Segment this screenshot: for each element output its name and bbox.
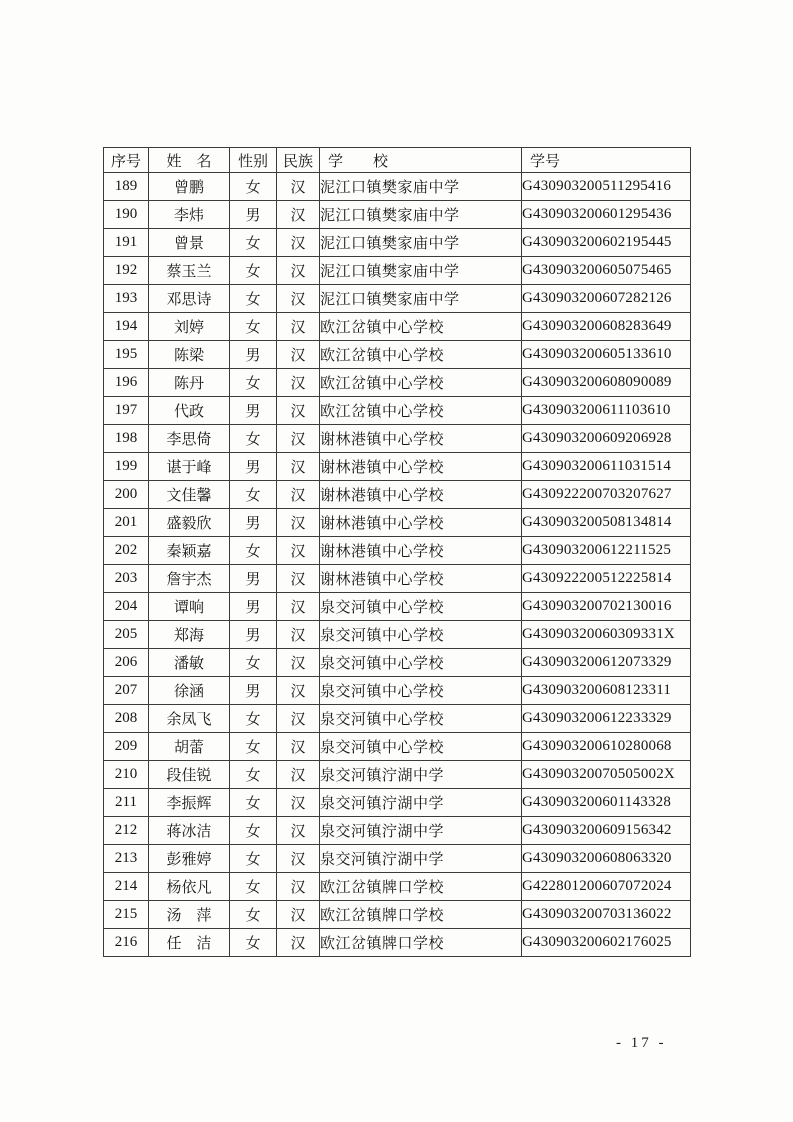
cell-school: 泉交河镇中心学校 bbox=[320, 649, 522, 677]
cell-name: 蒋冰洁 bbox=[149, 817, 230, 845]
cell-name: 曾鹏 bbox=[149, 173, 230, 201]
cell-index: 192 bbox=[104, 257, 149, 285]
cell-school: 欧江岔镇中心学校 bbox=[320, 341, 522, 369]
table-row bbox=[104, 257, 691, 285]
table-row bbox=[104, 761, 691, 789]
cell-school: 谢林港镇中心学校 bbox=[320, 537, 522, 565]
cell-gender: 女 bbox=[230, 845, 277, 873]
cell-index: 216 bbox=[104, 929, 149, 957]
cell-gender: 女 bbox=[230, 285, 277, 313]
cell-school: 泉交河镇中心学校 bbox=[320, 733, 522, 761]
table-row bbox=[104, 649, 691, 677]
table-row bbox=[104, 509, 691, 537]
cell-gender: 女 bbox=[230, 901, 277, 929]
cell-student_id: G430903200610280068 bbox=[522, 733, 691, 761]
table-row bbox=[104, 593, 691, 621]
cell-ethnicity: 汉 bbox=[277, 537, 320, 565]
cell-school: 欧江岔镇牌口学校 bbox=[320, 929, 522, 957]
table-row bbox=[104, 397, 691, 425]
cell-name: 潘敏 bbox=[149, 649, 230, 677]
table-header-row bbox=[104, 148, 691, 173]
cell-index: 208 bbox=[104, 705, 149, 733]
student-roster-table bbox=[103, 147, 691, 957]
cell-name: 谌于峰 bbox=[149, 453, 230, 481]
cell-student_id: G430903200609156342 bbox=[522, 817, 691, 845]
table-row bbox=[104, 537, 691, 565]
cell-name: 李振辉 bbox=[149, 789, 230, 817]
cell-gender: 男 bbox=[230, 453, 277, 481]
cell-student_id: G430903200607282126 bbox=[522, 285, 691, 313]
cell-name: 盛毅欣 bbox=[149, 509, 230, 537]
cell-index: 211 bbox=[104, 789, 149, 817]
cell-name: 陈梁 bbox=[149, 341, 230, 369]
table-row bbox=[104, 313, 691, 341]
cell-gender: 女 bbox=[230, 761, 277, 789]
cell-school: 泥江口镇樊家庙中学 bbox=[320, 229, 522, 257]
cell-ethnicity: 汉 bbox=[277, 649, 320, 677]
cell-ethnicity: 汉 bbox=[277, 341, 320, 369]
cell-school: 泥江口镇樊家庙中学 bbox=[320, 173, 522, 201]
cell-gender: 男 bbox=[230, 509, 277, 537]
cell-name: 蔡玉兰 bbox=[149, 257, 230, 285]
cell-index: 200 bbox=[104, 481, 149, 509]
cell-ethnicity: 汉 bbox=[277, 453, 320, 481]
cell-school: 欧江岔镇牌口学校 bbox=[320, 873, 522, 901]
cell-index: 201 bbox=[104, 509, 149, 537]
cell-gender: 女 bbox=[230, 481, 277, 509]
cell-student_id: G430922200703207627 bbox=[522, 481, 691, 509]
table-row bbox=[104, 173, 691, 201]
cell-gender: 女 bbox=[230, 313, 277, 341]
cell-gender: 女 bbox=[230, 229, 277, 257]
cell-ethnicity: 汉 bbox=[277, 845, 320, 873]
cell-school: 欧江岔镇中心学校 bbox=[320, 313, 522, 341]
table-row bbox=[104, 453, 691, 481]
cell-gender: 女 bbox=[230, 873, 277, 901]
cell-gender: 男 bbox=[230, 621, 277, 649]
cell-index: 190 bbox=[104, 201, 149, 229]
cell-gender: 男 bbox=[230, 565, 277, 593]
header-ethnicity: 民族 bbox=[277, 148, 320, 173]
cell-student_id: G430903200511295416 bbox=[522, 173, 691, 201]
cell-student_id: G43090320060309331X bbox=[522, 621, 691, 649]
cell-gender: 男 bbox=[230, 593, 277, 621]
cell-name: 刘婷 bbox=[149, 313, 230, 341]
cell-ethnicity: 汉 bbox=[277, 733, 320, 761]
header-student-id: 学号 bbox=[522, 148, 691, 173]
cell-name: 李思倚 bbox=[149, 425, 230, 453]
table-row bbox=[104, 621, 691, 649]
cell-ethnicity: 汉 bbox=[277, 929, 320, 957]
table-row bbox=[104, 845, 691, 873]
cell-gender: 女 bbox=[230, 817, 277, 845]
cell-index: 199 bbox=[104, 453, 149, 481]
header-name: 姓 名 bbox=[149, 148, 230, 173]
cell-school: 谢林港镇中心学校 bbox=[320, 425, 522, 453]
cell-name: 邓思诗 bbox=[149, 285, 230, 313]
cell-index: 214 bbox=[104, 873, 149, 901]
cell-school: 谢林港镇中心学校 bbox=[320, 509, 522, 537]
cell-name: 任 洁 bbox=[149, 929, 230, 957]
table-row bbox=[104, 789, 691, 817]
page-number: - 17 - bbox=[616, 1035, 667, 1051]
cell-ethnicity: 汉 bbox=[277, 873, 320, 901]
cell-name: 詹宇杰 bbox=[149, 565, 230, 593]
cell-student_id: G430903200508134814 bbox=[522, 509, 691, 537]
cell-index: 205 bbox=[104, 621, 149, 649]
cell-school: 欧江岔镇中心学校 bbox=[320, 369, 522, 397]
cell-gender: 男 bbox=[230, 201, 277, 229]
table-row bbox=[104, 565, 691, 593]
table-row bbox=[104, 929, 691, 957]
cell-student_id: G430903200608090089 bbox=[522, 369, 691, 397]
table-row bbox=[104, 229, 691, 257]
table-row bbox=[104, 425, 691, 453]
cell-name: 徐涵 bbox=[149, 677, 230, 705]
cell-ethnicity: 汉 bbox=[277, 705, 320, 733]
cell-index: 207 bbox=[104, 677, 149, 705]
cell-gender: 女 bbox=[230, 929, 277, 957]
cell-gender: 女 bbox=[230, 649, 277, 677]
cell-school: 泉交河镇中心学校 bbox=[320, 621, 522, 649]
cell-name: 彭雅婷 bbox=[149, 845, 230, 873]
cell-gender: 女 bbox=[230, 733, 277, 761]
cell-student_id: G430903200611103610 bbox=[522, 397, 691, 425]
cell-gender: 女 bbox=[230, 257, 277, 285]
cell-school: 泉交河镇泞湖中学 bbox=[320, 845, 522, 873]
cell-student_id: G430903200611031514 bbox=[522, 453, 691, 481]
cell-student_id: G43090320070505002X bbox=[522, 761, 691, 789]
cell-index: 202 bbox=[104, 537, 149, 565]
cell-ethnicity: 汉 bbox=[277, 565, 320, 593]
table-row bbox=[104, 285, 691, 313]
cell-name: 杨依凡 bbox=[149, 873, 230, 901]
cell-gender: 女 bbox=[230, 537, 277, 565]
cell-school: 谢林港镇中心学校 bbox=[320, 565, 522, 593]
cell-name: 代政 bbox=[149, 397, 230, 425]
header-gender: 性别 bbox=[230, 148, 277, 173]
cell-ethnicity: 汉 bbox=[277, 229, 320, 257]
cell-index: 215 bbox=[104, 901, 149, 929]
cell-student_id: G430922200512225814 bbox=[522, 565, 691, 593]
cell-ethnicity: 汉 bbox=[277, 173, 320, 201]
cell-ethnicity: 汉 bbox=[277, 313, 320, 341]
cell-name: 文佳馨 bbox=[149, 481, 230, 509]
cell-name: 余凤飞 bbox=[149, 705, 230, 733]
cell-student_id: G430903200605133610 bbox=[522, 341, 691, 369]
cell-index: 193 bbox=[104, 285, 149, 313]
cell-name: 李炜 bbox=[149, 201, 230, 229]
cell-student_id: G430903200608063320 bbox=[522, 845, 691, 873]
cell-gender: 女 bbox=[230, 789, 277, 817]
cell-school: 谢林港镇中心学校 bbox=[320, 453, 522, 481]
cell-ethnicity: 汉 bbox=[277, 369, 320, 397]
cell-gender: 女 bbox=[230, 705, 277, 733]
cell-school: 泉交河镇泞湖中学 bbox=[320, 817, 522, 845]
cell-school: 泥江口镇樊家庙中学 bbox=[320, 257, 522, 285]
cell-index: 204 bbox=[104, 593, 149, 621]
cell-index: 213 bbox=[104, 845, 149, 873]
cell-school: 泥江口镇樊家庙中学 bbox=[320, 201, 522, 229]
table-row bbox=[104, 705, 691, 733]
cell-index: 191 bbox=[104, 229, 149, 257]
cell-student_id: G430903200612211525 bbox=[522, 537, 691, 565]
table-row bbox=[104, 677, 691, 705]
table-row bbox=[104, 901, 691, 929]
header-school: 学 校 bbox=[320, 148, 522, 173]
table-row bbox=[104, 817, 691, 845]
cell-gender: 女 bbox=[230, 369, 277, 397]
cell-name: 曾景 bbox=[149, 229, 230, 257]
cell-ethnicity: 汉 bbox=[277, 761, 320, 789]
cell-student_id: G430903200608123311 bbox=[522, 677, 691, 705]
cell-school: 泉交河镇中心学校 bbox=[320, 705, 522, 733]
cell-ethnicity: 汉 bbox=[277, 593, 320, 621]
cell-gender: 女 bbox=[230, 425, 277, 453]
cell-index: 195 bbox=[104, 341, 149, 369]
cell-school: 欧江岔镇牌口学校 bbox=[320, 901, 522, 929]
cell-school: 泥江口镇樊家庙中学 bbox=[320, 285, 522, 313]
cell-student_id: G430903200702130016 bbox=[522, 593, 691, 621]
cell-student_id: G430903200608283649 bbox=[522, 313, 691, 341]
cell-index: 212 bbox=[104, 817, 149, 845]
cell-index: 209 bbox=[104, 733, 149, 761]
cell-ethnicity: 汉 bbox=[277, 817, 320, 845]
cell-ethnicity: 汉 bbox=[277, 201, 320, 229]
cell-student_id: G430903200609206928 bbox=[522, 425, 691, 453]
table-row bbox=[104, 341, 691, 369]
cell-student_id: G430903200602195445 bbox=[522, 229, 691, 257]
cell-student_id: G430903200601295436 bbox=[522, 201, 691, 229]
cell-student_id: G430903200601143328 bbox=[522, 789, 691, 817]
table-row bbox=[104, 733, 691, 761]
cell-school: 泉交河镇中心学校 bbox=[320, 593, 522, 621]
cell-index: 197 bbox=[104, 397, 149, 425]
cell-student_id: G430903200605075465 bbox=[522, 257, 691, 285]
cell-gender: 男 bbox=[230, 341, 277, 369]
cell-gender: 男 bbox=[230, 677, 277, 705]
cell-name: 汤 萍 bbox=[149, 901, 230, 929]
cell-index: 210 bbox=[104, 761, 149, 789]
cell-school: 泉交河镇泞湖中学 bbox=[320, 761, 522, 789]
cell-ethnicity: 汉 bbox=[277, 257, 320, 285]
cell-school: 欧江岔镇中心学校 bbox=[320, 397, 522, 425]
cell-name: 胡蕾 bbox=[149, 733, 230, 761]
cell-index: 203 bbox=[104, 565, 149, 593]
table-row bbox=[104, 481, 691, 509]
cell-name: 秦颖嘉 bbox=[149, 537, 230, 565]
cell-ethnicity: 汉 bbox=[277, 621, 320, 649]
cell-school: 泉交河镇中心学校 bbox=[320, 677, 522, 705]
table-row bbox=[104, 873, 691, 901]
cell-index: 189 bbox=[104, 173, 149, 201]
cell-ethnicity: 汉 bbox=[277, 285, 320, 313]
cell-student_id: G430903200612233329 bbox=[522, 705, 691, 733]
cell-ethnicity: 汉 bbox=[277, 901, 320, 929]
cell-school: 泉交河镇泞湖中学 bbox=[320, 789, 522, 817]
cell-index: 206 bbox=[104, 649, 149, 677]
cell-school: 谢林港镇中心学校 bbox=[320, 481, 522, 509]
cell-name: 谭响 bbox=[149, 593, 230, 621]
cell-index: 198 bbox=[104, 425, 149, 453]
cell-index: 196 bbox=[104, 369, 149, 397]
cell-student_id: G430903200612073329 bbox=[522, 649, 691, 677]
cell-name: 郑海 bbox=[149, 621, 230, 649]
cell-ethnicity: 汉 bbox=[277, 397, 320, 425]
cell-student_id: G430903200703136022 bbox=[522, 901, 691, 929]
cell-student_id: G430903200602176025 bbox=[522, 929, 691, 957]
table-row bbox=[104, 369, 691, 397]
cell-student_id: G422801200607072024 bbox=[522, 873, 691, 901]
cell-ethnicity: 汉 bbox=[277, 425, 320, 453]
cell-ethnicity: 汉 bbox=[277, 481, 320, 509]
table-body bbox=[104, 173, 691, 957]
cell-ethnicity: 汉 bbox=[277, 677, 320, 705]
header-index: 序号 bbox=[104, 148, 149, 173]
cell-gender: 男 bbox=[230, 397, 277, 425]
table-row bbox=[104, 201, 691, 229]
cell-ethnicity: 汉 bbox=[277, 789, 320, 817]
cell-name: 段佳锐 bbox=[149, 761, 230, 789]
cell-gender: 女 bbox=[230, 173, 277, 201]
cell-index: 194 bbox=[104, 313, 149, 341]
cell-ethnicity: 汉 bbox=[277, 509, 320, 537]
cell-name: 陈丹 bbox=[149, 369, 230, 397]
